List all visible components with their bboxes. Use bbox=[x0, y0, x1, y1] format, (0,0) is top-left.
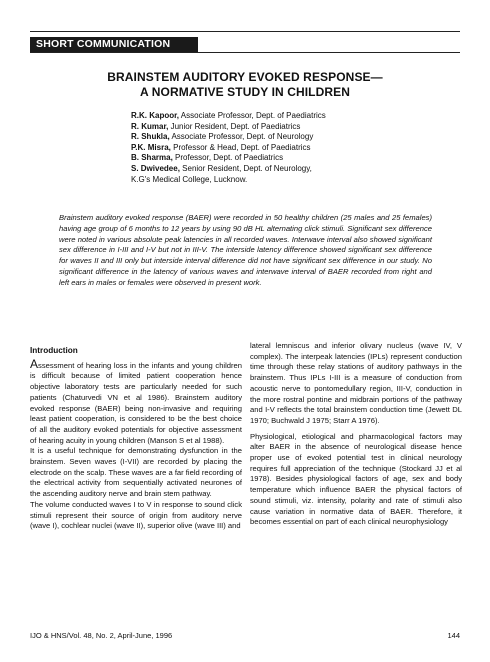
author-affiliation bbox=[131, 175, 461, 186]
article-title-line-2: A NORMATIVE STUDY IN CHILDREN bbox=[139, 85, 351, 99]
article-title-line-1: BRAINSTEM AUDITORY EVOKED RESPONSE— bbox=[107, 70, 383, 84]
paragraph: The volume conducted waves I to V in response to sound click stimuli represent their source of origin from auditory nerve (wave I), cochlear nuclei (wave II), superior olive (wave III) and bbox=[30, 499, 242, 531]
author-name: S. Dwivedee, bbox=[131, 163, 180, 173]
author-role: Junior Resident, Dept. of Paediatrics bbox=[170, 121, 301, 131]
journal-citation: IJO & HNS/Vol. 48, No. 2, April-June, 1996 bbox=[30, 631, 173, 640]
author-entry bbox=[131, 122, 461, 133]
author-name: R.K. Kapoor, bbox=[131, 111, 180, 120]
left-column bbox=[30, 346, 242, 532]
drop-cap: A bbox=[30, 356, 39, 371]
section-heading: Introduction bbox=[30, 346, 78, 355]
author-role: Professor & Head, Dept. of Paediatrics bbox=[173, 142, 311, 152]
author-name: B. Sharma, bbox=[131, 153, 173, 163]
top-rule bbox=[30, 31, 460, 32]
paragraph: lateral lemniscus and inferior olivary nucleus (wave IV, V complex). The interpeak latencies (IPLs) represent conduction time through these relay stations of auditory pathways in the brainstem. Thus IPLs I-III is a measure of conduction from acoustic nerve to pontomedullary region, III-V, conduction in the more rostral pontine and midbrain portions of the pathway and I-V reflects the total brainstem conduction time (Jewett DL 1970; Buchwald J 1975; Starr A 1976). bbox=[250, 341, 462, 425]
section-banner: SHORT COMMUNICATION bbox=[30, 37, 198, 52]
author-name: P.K. Misra, bbox=[131, 142, 171, 152]
author-name: R. Shukla, bbox=[131, 132, 170, 142]
author-entry bbox=[131, 132, 461, 143]
paragraph: It is a useful technique for demonstrating dysfunction in the brainstem. Seven waves (I-VII) are recorded by placing the electrode on the scalp. These waves are a far field recording of the electrical activity from sequentially activated neurones of the ascending auditory nerve and brain stem pathway. bbox=[30, 446, 242, 499]
paragraph bbox=[30, 356, 242, 447]
author-entry bbox=[131, 164, 461, 175]
abstract: Brainstem auditory evoked response (BAER) were recorded in 50 healthy children (25 males and 25 females) having age group of 6 months to 12 years by using 90 dB HL alternating click stimuli. Significant sex difference were noted in various absolute peak latencies in all recorded waves. Interwave interval also showed significant sex difference in I-III and I-V but not in III-V. The interside latency difference showed significant sex difference for waves II and III only but interside interval difference did not have significant sex difference in our study. No significant difference in the latency of various waves and interwave interval of BAER recorded from right and left ears in males or females were observed in present work. bbox=[59, 213, 432, 287]
author-name: R. Kumar, bbox=[131, 121, 169, 131]
paragraph: Physiological, etiological and pharmacological factors may alter BAER in the absence of neurological disease hence proper use of evoked potential test in clinical neurology requires full appreciation of the technique (Stockard JJ et al 1978). Besides physiological factors of age, sex and body temperature which influence BAER the physical factors of sound stimuli, viz. intensity, polarity and rate of stimuli also cause variation in normative data of BAER. Therefore, it becomes essential on part of each clinical neurophysiology bbox=[250, 431, 462, 527]
affiliation-text: K.G's Medical College, Lucknow. bbox=[131, 174, 248, 184]
right-column bbox=[250, 341, 462, 528]
banner-rule bbox=[30, 52, 460, 53]
author-role: Senior Resident, Dept. of Neurology, bbox=[182, 163, 312, 173]
author-role: Associate Professor, Dept. of Neurology bbox=[171, 132, 314, 142]
author-role: Associate Professor, Dept. of Paediatrics bbox=[180, 111, 326, 120]
author-entry bbox=[131, 111, 461, 122]
paragraph-text: ssessment of hearing loss in the infants and young children is difficult because of limited patient cooperation hence objective laboratory tests are particularly needed for such patients (Chaturvedi VN et al 1986). Brainstem auditory evoked response (BAER) being non-invasive and requiring least patient cooperation, is considered to be the best choice of all the auditory evoked potentials for objective assessment of hearing acuity in young children (Manson S et al 1988). bbox=[30, 360, 242, 445]
author-entry bbox=[131, 143, 461, 154]
author-entry bbox=[131, 153, 461, 164]
author-role: Professor, Dept. of Paediatrics bbox=[175, 153, 284, 163]
page-number: 144 bbox=[447, 631, 460, 640]
author-list bbox=[131, 111, 461, 185]
